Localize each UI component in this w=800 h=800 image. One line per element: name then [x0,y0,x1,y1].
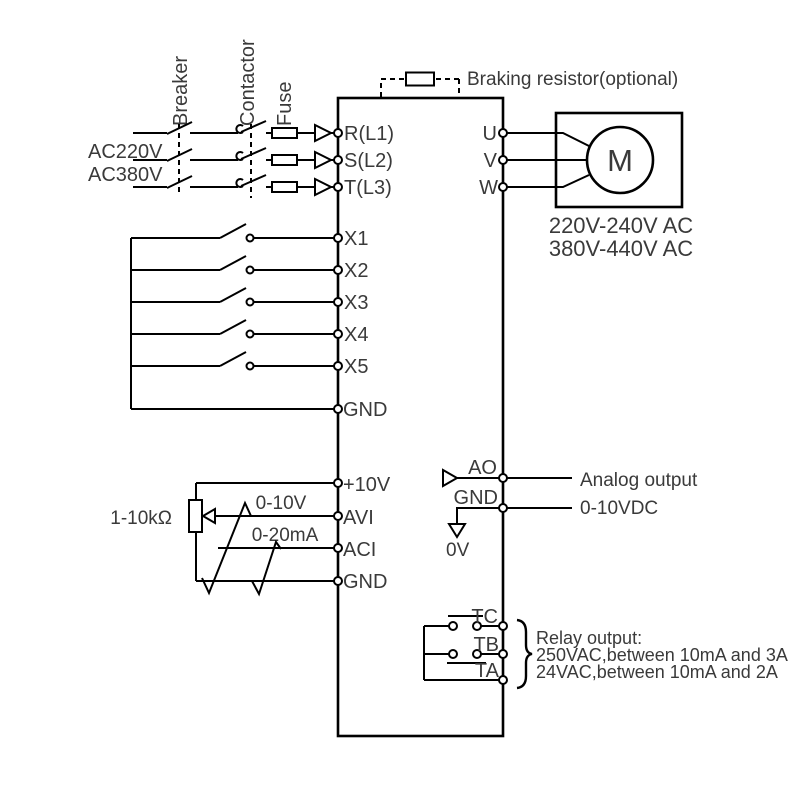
terminal-x5-label: X5 [344,356,369,378]
terminal-ta-label: TA [474,660,499,682]
terminal-aci-label: ACI [343,539,377,561]
terminal-v [499,156,507,164]
supply-labels [88,39,296,186]
terminal-w [499,183,507,191]
digital-row-gnd [131,399,387,421]
fuse-icon [272,128,297,138]
terminal-w-label: W [479,177,498,199]
fuse-icon [272,182,297,192]
terminal-r-label: R(L1) [344,123,395,145]
digital-input-section [131,224,387,421]
terminal-gnd-analog [334,577,342,585]
switch-contact-icon [247,363,254,370]
aci-range-label: 0-20mA [251,525,319,546]
braking-resistor-label: Braking resistor(optional) [467,69,679,90]
terminal-x1 [334,234,342,242]
terminal-x3-label: X3 [344,292,369,314]
ao-arrow-icon [443,470,457,486]
fuse-icon [272,155,297,165]
potentiometer-icon [189,500,202,532]
switch-contact-icon [247,267,254,274]
relay-contact-icon [449,650,457,658]
terminal-tb [499,650,507,658]
terminal-u [499,129,507,137]
relay-brace-icon [517,620,532,688]
input-arrow-icon [315,125,331,141]
relay-output-section [424,606,788,688]
terminal-gnd-analog-label: GND [343,571,388,593]
analog-output-section [443,457,698,561]
terminal-t [334,183,342,191]
motor-voltage2-label: 380V-440V AC [548,236,694,261]
terminal-plus10v-label: +10V [343,474,391,496]
terminal-gnd-digital [334,405,342,413]
contactor-switch-icon [241,148,266,159]
avi-range-label: 0-10V [255,493,307,514]
motor-voltage1-label: 220V-240V AC [548,213,694,238]
terminal-s [334,156,342,164]
relay-title: Relay output: [536,628,643,648]
zero-volt-arrow-icon [449,524,465,537]
terminal-x4 [334,330,342,338]
terminal-ao-label: AO [468,457,497,479]
terminal-s-label: S(L2) [344,150,393,172]
terminal-x4-label: X4 [344,324,369,346]
ao-description: Analog output [580,470,698,491]
contactor-switch-icon [241,175,266,186]
terminal-v-label: V [483,150,497,172]
switch-contact-icon [247,299,254,306]
switch-contact-icon [247,331,254,338]
fuse-label: Fuse [274,81,296,126]
phase-row-s [133,148,393,172]
terminal-t-label: T(L3) [344,177,392,199]
terminal-tb-label: TB [473,634,499,656]
switch-blade-icon [220,320,246,334]
braking-resistor-icon [406,73,434,86]
phase-row-t [133,175,392,199]
breaker-switch-icon [167,176,192,188]
terminal-x1-label: X1 [344,228,369,250]
terminal-gnd-ao [499,504,507,512]
terminal-x5 [334,362,342,370]
terminal-ao [499,474,507,482]
terminal-gnd-ao-label: GND [453,487,498,509]
braking-resistor-circuit [381,69,678,97]
contactor-label: Contactor [237,39,259,126]
input-arrow-icon [315,152,331,168]
potentiometer-value-label: 1-10kΩ [110,508,172,529]
terminal-x3 [334,298,342,306]
relay-contact-icon [449,622,457,630]
relay-spec1: 250VAC,between 10mA and 3A [536,645,788,665]
digital-row-x5 [131,352,368,378]
gnd-description: 0-10VDC [580,498,659,519]
shielded-cable-icon [252,542,281,594]
terminal-aci [334,544,342,552]
supply-voltage1-label: AC220V [88,141,163,163]
terminal-x2 [334,266,342,274]
terminal-x2-label: X2 [344,260,369,282]
wiper-arrow-icon [203,509,215,523]
analog-input-section [110,474,391,594]
input-arrow-icon [315,179,331,195]
terminal-tc-label: TC [471,606,498,628]
digital-row-x3 [131,288,368,314]
terminal-avi [334,512,342,520]
terminal-r [334,129,342,137]
terminal-tc [499,622,507,630]
motor-letter: M [607,143,633,178]
digital-row-x4 [131,320,368,346]
switch-blade-icon [220,256,246,270]
supply-voltage2-label: AC380V [88,164,163,186]
terminal-ta [499,676,507,684]
zero-volt-label: 0V [446,540,470,561]
terminal-plus10v [334,479,342,487]
switch-blade-icon [220,288,246,302]
terminal-u-label: U [482,123,497,145]
switch-contact-icon [247,235,254,242]
breaker-switch-icon [167,149,192,161]
digital-row-x1 [131,224,368,250]
switch-blade-icon [220,352,246,366]
terminal-avi-label: AVI [343,507,374,529]
relay-spec2: 24VAC,between 10mA and 2A [536,662,778,682]
switch-blade-icon [220,224,246,238]
motor-output-section [479,113,693,261]
terminal-gnd-digital-label: GND [343,399,388,421]
breaker-label: Breaker [170,55,192,126]
digital-row-x2 [131,256,368,282]
power-input-rows [133,121,394,199]
